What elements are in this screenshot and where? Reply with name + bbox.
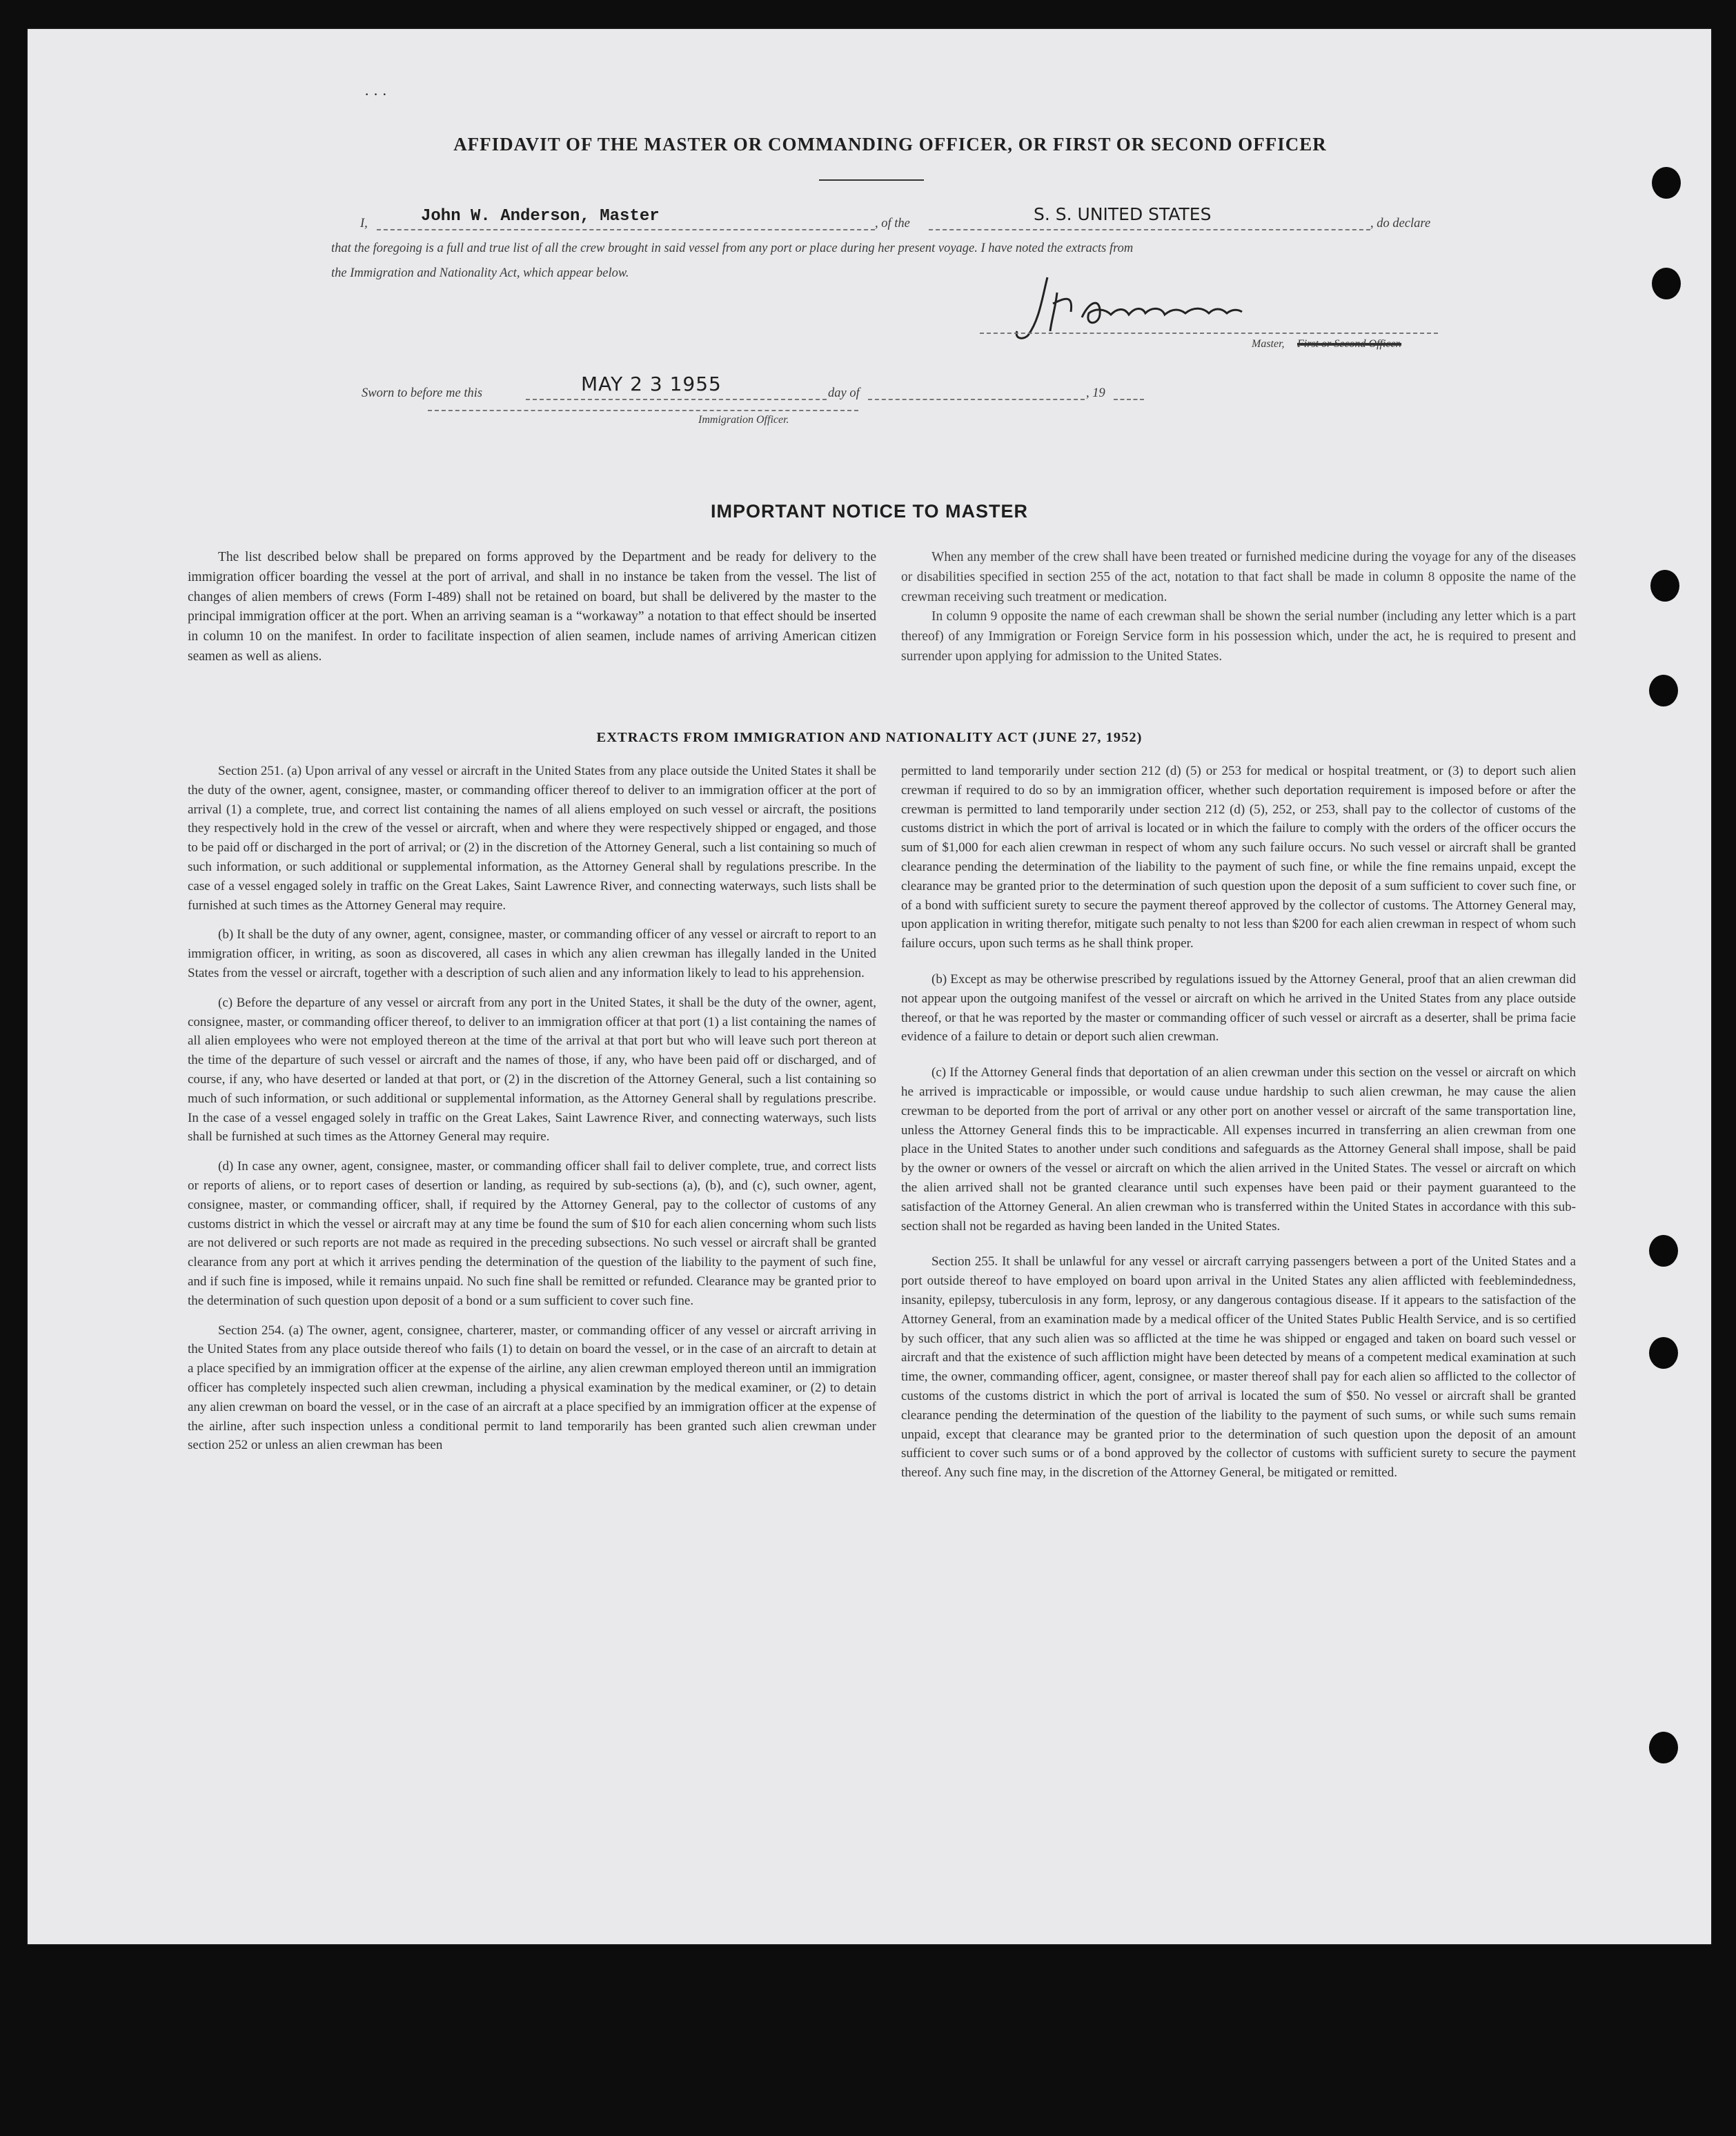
- notice-right-paragraph-2: In column 9 opposite the name of each crewman shall be shown the serial number (including any letter which is a part thereof) of any Immigration or Foreign Service form in his possession which, under the act, he is required to present and surrender upon applying for admission to the United States.: [901, 609, 1576, 664]
- immigration-officer-line: [428, 410, 858, 411]
- name-field-line: [377, 229, 875, 230]
- i-label: I,: [360, 217, 368, 230]
- notice-right-column: [901, 548, 1576, 667]
- punch-hole: [1649, 1337, 1678, 1369]
- signature-line: [980, 333, 1438, 334]
- section-254-b: (b) Except as may be otherwise prescribed by regulations issued by the Attorney General, proof that an alien crewman did not appear upon the outgoing manifest of the vessel or aircraft on which he arrived in the United States from any place outside thereof, or that he was reported by the master or commanding officer of such vessel or aircraft as a deserter, shall be prima facie evidence of a failure to detain or deport such alien crewman.: [901, 971, 1576, 1045]
- section-251-a: Section 251. (a) Upon arrival of any vessel or aircraft in the United States from any place outside the United States it shall be the duty of the owner, agent, consignee, master, or commanding officer thereof to deliver to an immigration officer at the port of arrival (1) a complete, true, and correct list containing the names of all aliens employed on such vessel or aircraft, the positions they respectively hold in the crew of the vessel or aircraft, when and where they were respectively shipped or engaged, and those to be paid off or discharged in the port of arrival; or (2) in the discretion of the Attorney General, such a list containing so much of such information, or such additional or supplemental information, as the Attorney General shall by regulations prescribe. In the case of a vessel engaged solely in traffic on the Great Lakes, Saint Lawrence River, and connecting waterways, such lists shall be furnished at such times as the Attorney General may require.: [188, 764, 876, 913]
- section-255: Section 255. It shall be unlawful for any vessel or aircraft carrying passengers between a port of the United States and a port outside thereof to have employed on board upon arrival in the United States any alien afflicted with feeblemindedness, insanity, epilepsy, tuberculosis in any form, leprosy, or any dangerous contagious disease. If it appears to the satisfaction of the Attorney General, from an examination made by a medical officer of the United States Public Health Service, and is so certified by such officer, that any such alien was so afflicted at the time he was shipped or engaged and taken on board such vessel or aircraft and that the existence of such affliction might have been detected by means of a competent medical examination at such time, the owner, commanding officer, agent, consignee, or master thereof shall pay for each alien so afflicted to the collector of customs of the customs district in which the port of arrival is located the sum of $50. No vessel or aircraft shall be granted clearance pending the determination of the question of the liability to the payment of such sums, or while such sums remain unpaid, except that clearance may be granted prior to the determination of such question upon the deposit of an amount sufficient to cover such sums or of a bond approved by the collector of customs with sufficient surety to secure the payment thereof. Any such fine may, in the discretion of the Attorney General, be mitigated or remitted.: [901, 1254, 1576, 1481]
- extracts-title: EXTRACTS FROM IMMIGRATION AND NATIONALITY ACT (JUNE 27, 1952): [596, 730, 1143, 745]
- notice-title: IMPORTANT NOTICE TO MASTER: [711, 501, 1028, 522]
- immigration-officer-caption: Immigration Officer.: [698, 414, 789, 426]
- notice-left-paragraph: The list described below shall be prepared on forms approved by the Department and be ready for delivery to the immigration officer boarding the vessel at the port of arrival, and shall in no instance be taken from the vessel. The list of changes of alien members of crews (Form I-489) shall not be retained on board, but shall be delivered by the master to the principal immigration officer at the port. When an arriving seaman is a “workaway” a notation to that effect should be inserted in column 10 on the manifest. In order to facilitate inspection of alien seamen, include names of arriving American citizen seamen as well as aliens.: [188, 550, 876, 664]
- year-field-line: [1114, 399, 1144, 400]
- punch-hole: [1652, 268, 1681, 299]
- section-251-b: (b) It shall be the duty of any owner, agent, consignee, master, or commanding officer of any vessel or aircraft to report to an immigration officer, in writing, as soon as discovered, all cases in which any alien crewman has illegally landed in the United States from the vessel or aircraft, together with a description of such alien and any information likely to lead to his apprehension.: [188, 927, 876, 980]
- extracts-right-column: [901, 762, 1576, 1483]
- section-251-c: (c) Before the departure of any vessel or aircraft from any port in the United States, it shall be the duty of the owner, agent, consignee, master, or commanding officer thereof, to deliver to an immigration officer at that port (1) a list containing the names of all alien employees who were not employed thereon at the time of the arrival at that port but who will leave such port thereon at the time of the departure of such vessel or aircraft and the names of those, if any, who have been paid off or discharged, and of course, if any, who have deserted or landed at that port, or (2) in the discretion of the Attorney General, such a list containing so much of such information, or such additional or supplemental information, as the Attorney General shall by regulations prescribe. In the case of a vessel engaged solely in traffic on the Great Lakes, Saint Lawrence River, and connecting waterways, such lists shall be furnished at such times as the Attorney General may require.: [188, 995, 876, 1145]
- declaration-line-1: that the foregoing is a full and true list of all the crew brought in said vessel from any port or place during her present voyage. I have noted the extracts from: [331, 241, 1134, 255]
- vessel-field-line: [929, 229, 1370, 230]
- document-page: [28, 29, 1711, 1944]
- title-divider: [819, 179, 924, 181]
- master-name: John W. Anderson, Master: [421, 207, 660, 226]
- master-signature: [1007, 272, 1311, 348]
- do-declare-label: , do declare: [1370, 217, 1431, 230]
- scan-specks: · · ·: [364, 86, 387, 103]
- section-254-a-continued: permitted to land temporarily under section 212 (d) (5) or 253 for medical or hospital treatment, or (3) to deport such alien crewman if required to do so by an immigration officer, whether such deportation requirement is imposed before or after the crewman is permitted to land temporarily under section 212 (d) (5), 252, or 253, shall pay to the collector of customs of the customs district in which the port of arrival is located or in which the failure to comply with the orders of the officer occurs the sum of $1,000 for each alien crewman in respect of whom any such failure occurs. No such vessel or aircraft shall be granted clearance pending the determination of the liability to the payment of such fine, or while the fine remains unpaid, except the clearance may be granted prior to the determination of such question upon the deposit of a sum sufficient to cover such fine, or of a bond with sufficient surety to secure the payment thereof approved by the collector of customs. The Attorney General may, upon application in writing therefor, mitigate such penalty to not less than $200 for each alien crewman in respect of whom such failure occurs, upon such terms as he shall think proper.: [901, 764, 1576, 951]
- sworn-date-stamp: MAY 2 3 1955: [581, 373, 722, 395]
- punch-hole: [1649, 1235, 1678, 1267]
- day-of-label: day of: [828, 386, 860, 400]
- notice-left-column: [188, 548, 876, 667]
- sworn-label: Sworn to before me this: [362, 386, 483, 400]
- affidavit-title: AFFIDAVIT OF THE MASTER OR COMMANDING OFFICER, OR FIRST OR SECOND OFFICER: [453, 134, 1327, 155]
- signature-caption-struck: First or Second Officer.: [1297, 338, 1402, 350]
- punch-hole: [1649, 1732, 1678, 1763]
- year-label: , 19: [1086, 386, 1105, 400]
- signature-caption-master: Master,: [1252, 338, 1285, 350]
- extracts-left-column: [188, 762, 876, 1455]
- month-field-line: [868, 399, 1085, 400]
- notice-right-paragraph-1: When any member of the crew shall have been treated or furnished medicine during the voyage for any of the diseases or disabilities specified in section 255 of the act, notation to that fact shall be made in column 8 opposite the name of the crewman receiving such treatment or medication.: [901, 550, 1576, 604]
- of-the-label: , of the: [875, 217, 910, 230]
- punch-hole: [1652, 167, 1681, 199]
- section-254-c: (c) If the Attorney General finds that deportation of an alien crewman under this section on the vessel or aircraft on which he arrived is impracticable or impossible, or would cause undue hardship to such alien crewman, he may cause the alien crewman to be deported from the port of arrival or any other port on another vessel or aircraft of the same transportation line, unless the Attorney General finds this to be impracticable. All expenses incurred in transferring an alien crewman from one place in the United States to another under such conditions and safeguards as the Attorney General shall impose, shall be paid by the owner or owners of the vessel or aircraft on which the alien arrived in the United States. The vessel or aircraft on which the alien arrived shall not be granted clearance until such expenses have been paid or their payment guaranteed to the satisfaction of the Attorney General. An alien crewman who is transferred within the United States in accordance with this sub-section shall not be regarded as having been landed in the United States.: [901, 1065, 1576, 1234]
- section-251-d: (d) In case any owner, agent, consignee, master, or commanding officer shall fail to deliver complete, true, and correct lists or reports of aliens, or to report cases of desertion or landing, as required by sub-sections (a), (b), and (c), such owner, agent, consignee, master, or commanding officer, shall, if required by the Attorney General, pay to the collector of customs of any customs district in which the vessel or aircraft may at any time be found the sum of $10 for each alien concerning whom such lists are not delivered or such reports are not made as required in the preceding subsections. No such vessel or aircraft shall be granted clearance from any port at which it arrives pending the determination of the question of the liability to the payment of such fine, and if such fine is imposed, while it remains unpaid. No such fine shall be remitted or refunded. Clearance may be granted prior to the determination of such question upon deposit of a bond or a sum sufficient to cover such fine.: [188, 1159, 876, 1308]
- section-254-a: Section 254. (a) The owner, agent, consignee, charterer, master, or commanding officer of any vessel or aircraft arriving in the United States from any place outside thereof who fails (1) to detain on board the vessel, or in the case of an aircraft to detain at a place specified by an immigration officer at the expense of the airline, any alien crewman employed thereon until an immigration officer has completely inspected such alien crewman, including a physical examination by the medical examiner, or (2) to detain any alien crewman on board the vessel, or in the case of an aircraft at a place specified by an immigration officer at the expense of the airline, after such inspection unless a conditional permit to land temporarily has been granted such alien crewman under section 252 or unless an alien crewman has been: [188, 1323, 876, 1453]
- sworn-date-line: [526, 399, 827, 400]
- vessel-name: S. S. UNITED STATES: [1034, 204, 1212, 224]
- declaration-line-2: the Immigration and Nationality Act, which appear below.: [331, 266, 629, 280]
- punch-hole: [1649, 675, 1678, 706]
- punch-hole: [1650, 570, 1679, 602]
